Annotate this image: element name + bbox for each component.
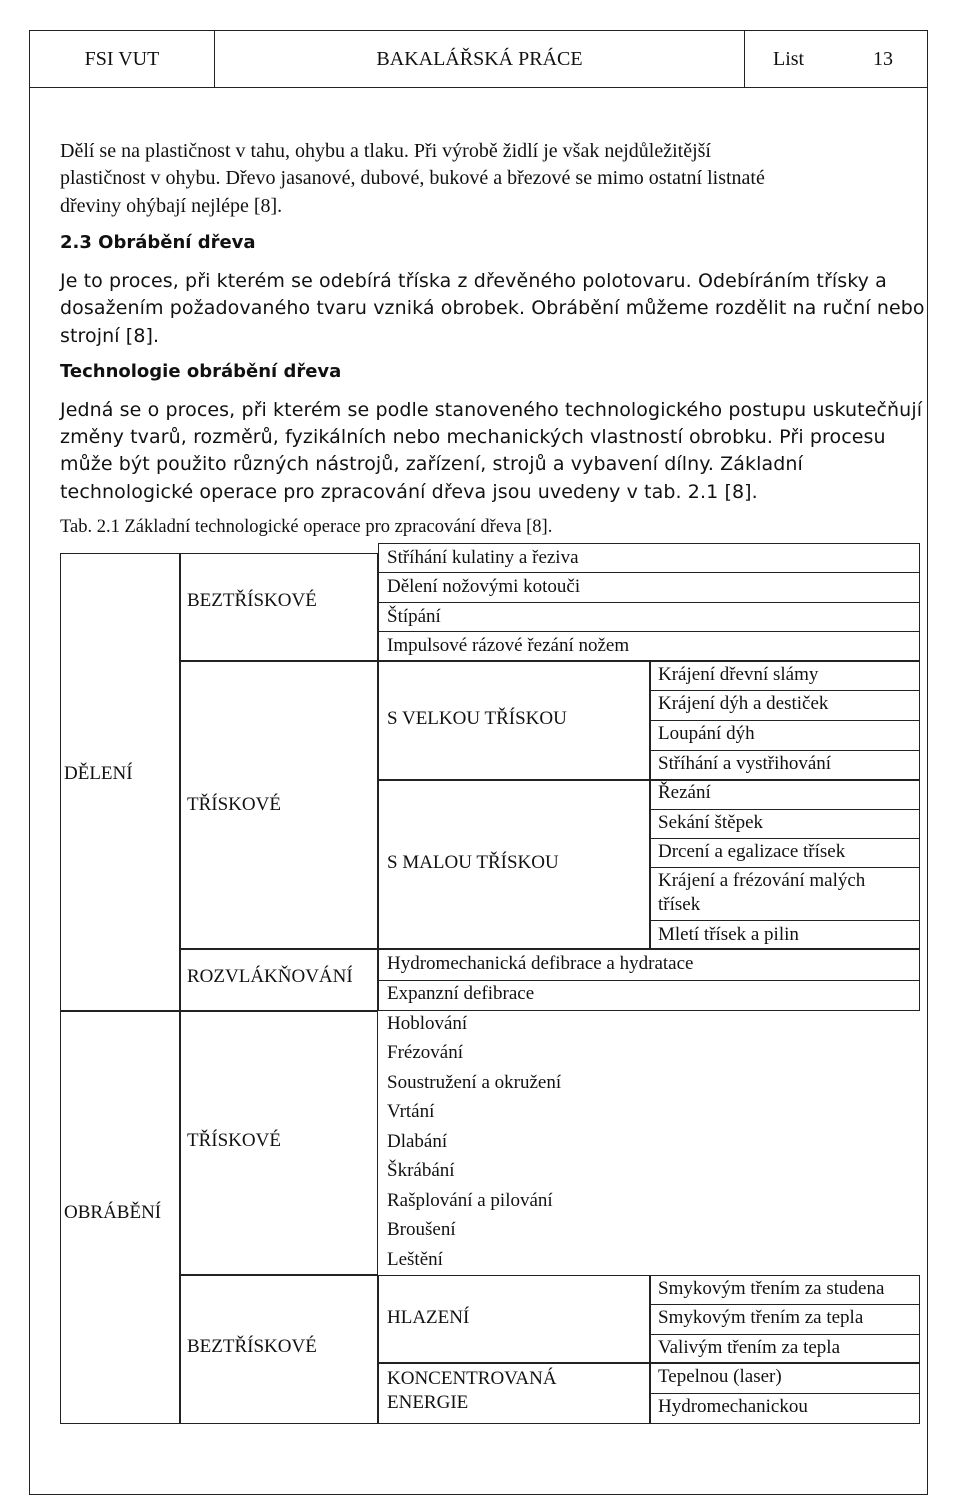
cell-hlazeni: HLAZENÍ [387, 1307, 470, 1328]
row-divider [650, 720, 920, 721]
cell-impulsove: Impulsové rázové řezání nožem [387, 635, 630, 656]
para2-line-1: Je to proces, při kterém se odebírá tříska z dřevěného polotovaru. Odebíráním třísky a [60, 270, 887, 292]
row-divider [650, 838, 920, 839]
cell-rozvlaknovani: ROZVLÁKŇOVÁNÍ [187, 966, 353, 987]
cell-skrabani: Škrábání [387, 1160, 455, 1181]
cell-dlabani: Dlabání [387, 1131, 448, 1152]
cell-brouseni: Broušení [387, 1219, 456, 1240]
cell-expanzni: Expanzní defibrace [387, 983, 535, 1004]
cell-deleni: DĚLENÍ [64, 763, 133, 784]
header-sheet-label: List [773, 48, 805, 70]
row-divider [378, 572, 920, 573]
row-divider [650, 1393, 920, 1394]
cell-soustruzeni: Soustružení a okružení [387, 1072, 562, 1093]
cell-triskove-1: TŘÍSKOVÉ [187, 794, 281, 815]
cell-lesteni: Leštění [387, 1249, 443, 1270]
cell-deleni-kotouci: Dělení nožovými kotouči [387, 576, 581, 597]
cell-triskove-2: TŘÍSKOVÉ [187, 1130, 281, 1151]
para3-line-1: Jedná se o proces, při kterém se podle stanoveného technologického postupu uskutečňují [60, 399, 923, 421]
row-divider [650, 809, 920, 810]
cell-beztriskove-1: BEZTŘÍSKOVÉ [187, 590, 317, 611]
section-heading-2-3: 2.3 Obrábění dřeva [60, 232, 256, 253]
row-divider [650, 920, 920, 921]
para1-line-2: plastičnost v ohybu. Dřevo jasanové, dubové, bukové a březové se mimo ostatní listnaté [60, 167, 765, 189]
row-divider [378, 602, 920, 603]
cell-obrabeni: OBRÁBĚNÍ [64, 1202, 162, 1223]
cell-krajeni-slamy: Krájení dřevní slámy [658, 664, 819, 685]
cell-koncentrovana: KONCENTROVANÁ [387, 1368, 557, 1389]
cell-krajeni-dyh: Krájení dýh a destiček [658, 693, 829, 714]
header-doc-type: BAKALÁŘSKÁ PRÁCE [214, 30, 745, 88]
header-institution: FSI VUT [29, 30, 215, 88]
cell-smykovym-tepla: Smykovým třením za tepla [658, 1307, 864, 1328]
cell-strihani-kulatiny: Stříhání kulatiny a řeziva [387, 547, 579, 568]
cell-s-malou: S MALOU TŘÍSKOU [387, 852, 559, 873]
cell-krajeni-frezovani: Krájení a frézování malých [658, 870, 866, 891]
header-sheet [744, 30, 928, 88]
cell-drceni: Drcení a egalizace třísek [658, 841, 846, 862]
cell-mleti: Mletí třísek a pilin [658, 924, 799, 945]
row-divider [650, 1334, 920, 1335]
cell-valivym-tepla: Valivým třením za tepla [658, 1337, 841, 1358]
para2-line-2: dosažením požadovaného tvaru vzniká obrobek. Obrábění můžeme rozdělit na ruční nebo [60, 297, 925, 319]
cell-vrtani: Vrtání [387, 1101, 435, 1122]
row-divider [378, 980, 920, 981]
cell-stipani: Štípání [387, 606, 441, 627]
para3-line-3: může být použito různých nástrojů, zařízení, strojů a vybavení dílny. Základní [60, 453, 803, 475]
cell-s-velkou: S VELKOU TŘÍSKOU [387, 708, 567, 729]
cell-loupani-dyh: Loupání dýh [658, 723, 755, 744]
cell-frezovani: Frézování [387, 1042, 463, 1063]
para1-line-1: Dělí se na plastičnost v tahu, ohybu a tlaku. Při výrobě židlí je však nejdůležitější [60, 140, 711, 162]
header-sheet-number: 13 [873, 48, 893, 70]
cell-smykovym-studena: Smykovým třením za studena [658, 1278, 885, 1299]
row-divider [650, 1304, 920, 1305]
cell-hydromechanickou: Hydromechanickou [658, 1396, 808, 1417]
cell-rezani: Řezání [658, 782, 711, 803]
cell-beztriskove-2: BEZTŘÍSKOVÉ [187, 1336, 317, 1357]
cell-hoblovani: Hoblování [387, 1013, 468, 1034]
para2-line-3: strojní [8]. [60, 325, 160, 347]
cell-rasplovani: Rašplování a pilování [387, 1190, 553, 1211]
cell-hydromechanicka: Hydromechanická defibrace a hydratace [387, 953, 694, 974]
row-divider [650, 750, 920, 751]
row-divider [378, 631, 920, 632]
cell-sekani-stepek: Sekání štěpek [658, 812, 764, 833]
row-divider [650, 690, 920, 691]
para1-line-3: dřeviny ohýbají nejlépe [8]. [60, 195, 283, 217]
section-heading-technologie: Technologie obrábění dřeva [60, 361, 342, 382]
cell-krajeni-frezovani-2: třísek [658, 894, 701, 915]
cell-tepelnou: Tepelnou (laser) [658, 1366, 782, 1387]
table-caption: Tab. 2.1 Základní technologické operace pro zpracování dřeva [8]. [60, 517, 553, 537]
cell-strihani-vystrihovani: Stříhání a vystřihování [658, 753, 832, 774]
cell-energie: ENERGIE [387, 1392, 469, 1413]
para3-line-2: změny tvarů, rozměrů, fyzikálních nebo mechanických vlastností obrobku. Při procesu [60, 426, 886, 448]
row-divider [650, 867, 920, 868]
para3-line-4: technologické operace pro zpracování dřeva jsou uvedeny v tab. 2.1 [8]. [60, 481, 758, 503]
